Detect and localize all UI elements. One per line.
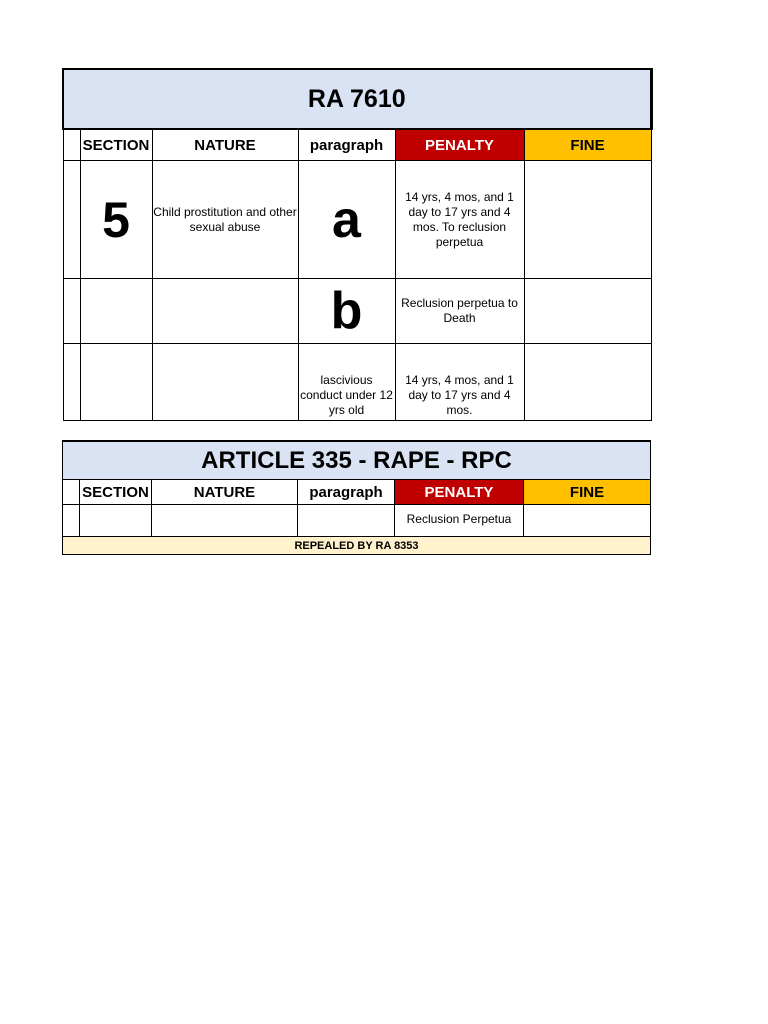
header-nature: NATURE: [152, 129, 298, 161]
row-gutter-cell: [63, 129, 80, 161]
header-nature: NATURE: [152, 480, 298, 505]
penalty-cell: Reclusion perpetua to Death: [395, 279, 524, 344]
header-paragraph: paragraph: [298, 480, 395, 505]
row-gutter-cell: [63, 480, 80, 505]
paragraph-cell: [298, 505, 395, 537]
repealed-note: REPEALED BY RA 8353: [63, 537, 651, 555]
section-cell: 5: [80, 161, 152, 279]
header-penalty: PENALTY: [395, 129, 524, 161]
fine-cell: [524, 505, 651, 537]
section-cell: [80, 279, 152, 344]
table-row: [63, 161, 651, 279]
fine-cell: [524, 344, 651, 421]
header-fine: FINE: [524, 480, 651, 505]
table-row: [63, 279, 651, 344]
nature-cell: [152, 505, 298, 537]
table-row: [63, 505, 651, 537]
nature-cell: [152, 344, 298, 421]
ra-7610-table: [62, 68, 650, 421]
penalty-cell: 14 yrs, 4 mos, and 1 day to 17 yrs and 4 mos. To reclusion perpetua: [395, 161, 524, 279]
header-section: SECTION: [80, 480, 152, 505]
row-gutter-cell: [63, 505, 80, 537]
fine-cell: [524, 279, 651, 344]
table-row: [63, 344, 651, 421]
header-section: SECTION: [80, 129, 152, 161]
nature-cell: Child prostitution and other sexual abuse: [152, 161, 298, 279]
nature-cell: [152, 279, 298, 344]
table-title: ARTICLE 335 - RAPE - RPC: [63, 441, 651, 480]
fine-cell: [524, 161, 651, 279]
row-gutter-cell: [63, 161, 80, 279]
table-title: RA 7610: [63, 69, 651, 129]
penalty-cell: Reclusion Perpetua: [395, 505, 524, 537]
section-cell: [80, 505, 152, 537]
header-penalty: PENALTY: [395, 480, 524, 505]
article-335-table: [62, 440, 650, 555]
paragraph-cell: lascivious conduct under 12 yrs old: [298, 344, 395, 421]
row-gutter-cell: [63, 344, 80, 421]
header-paragraph: paragraph: [298, 129, 395, 161]
section-cell: [80, 344, 152, 421]
paragraph-cell: b: [298, 279, 395, 344]
penalty-cell: 14 yrs, 4 mos, and 1 day to 17 yrs and 4 mos.: [395, 344, 524, 421]
paragraph-cell: a: [298, 161, 395, 279]
header-fine: FINE: [524, 129, 651, 161]
row-gutter-cell: [63, 279, 80, 344]
